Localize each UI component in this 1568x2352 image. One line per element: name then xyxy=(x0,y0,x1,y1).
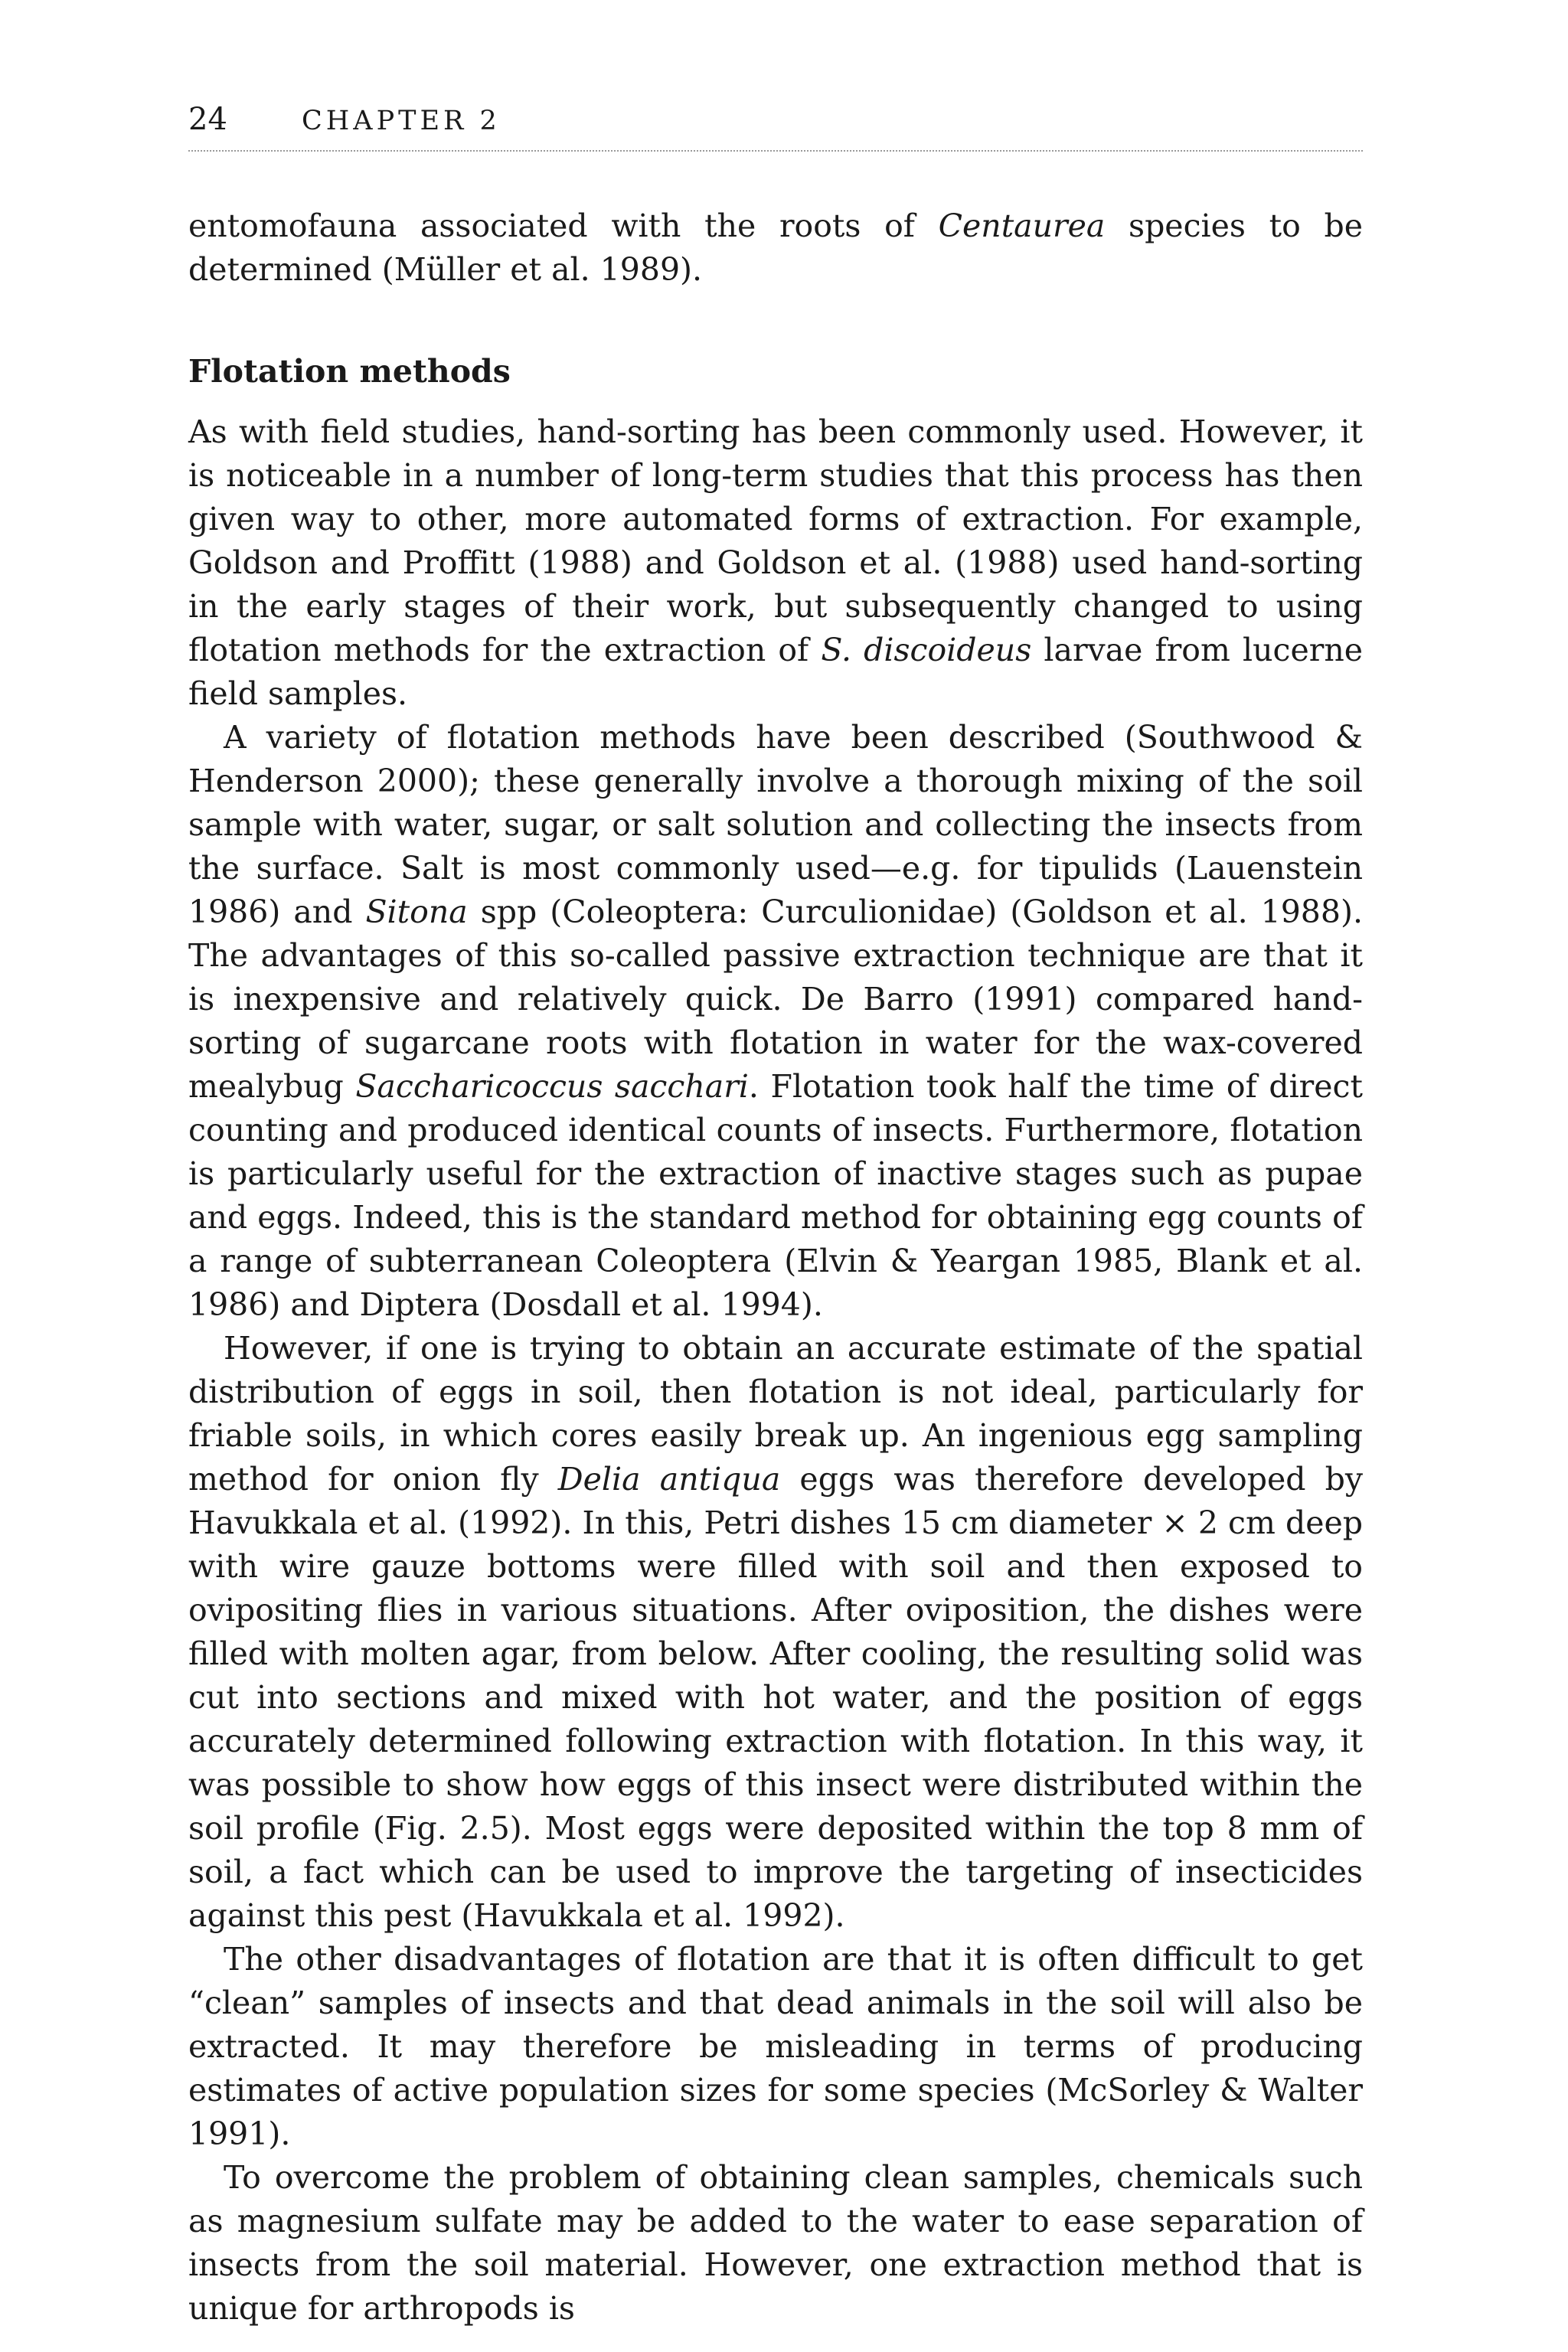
page-number: 24 xyxy=(188,102,227,137)
body-text xyxy=(188,204,1363,2331)
paragraph-2: A variety of flotation methods have been described (Southwood & Henderson 2000); these generally involve a thorough mixing of the soil sample with water, sugar, or salt solution and collecting the insects from the surface. Salt is most commonly used—e.g. for tipulids (Lauenstein 1986) and Sitona spp (Coleoptera: Curculionidae) (Goldson et al. 1988). The advantages of this so-called passive extraction technique are that it is inexpensive and relatively quick. De Barro (1991) compared hand-sorting of sugarcane roots with flotation in water for the wax-covered mealybug Saccharicoccus sacchari. Flotation took half the time of direct counting and produced identical counts of insects. Furthermore, flotation is particularly useful for the extraction of inactive stages such as pupae and eggs. Indeed, this is the standard method for obtaining egg counts of a range of subterranean Coleoptera (Elvin & Yeargan 1985, Blank et al. 1986) and Diptera (Dosdall et al. 1994). xyxy=(188,719,1363,1323)
paragraph-1: As with field studies, hand-sorting has been commonly used. However, it is noticeable in a number of long-term studies that this process has then given way to other, more automated forms of extraction. For example, Goldson and Proffitt (1988) and Goldson et al. (1988) used hand-sorting in the early stages of their work, but subsequently changed to using flotation methods for the extraction of S. discoideus larvae from lucerne field samples. xyxy=(188,413,1364,712)
section-heading: Flotation methods xyxy=(188,353,511,390)
paragraph-3: However, if one is trying to obtain an accurate estimate of the spatial distribution of eggs in soil, then flotation is not ideal, particularly for friable soils, in which cores easily break up. An ingenious egg sampling method for onion fly Delia antiqua eggs was therefore developed by Havukkala et al. (1992). In this, Petri dishes 15 cm diameter × 2 cm deep with wire gauze bottoms were filled with soil and then exposed to ovipositing flies in various situations. After oviposition, the dishes were filled with molten agar, from below. After cooling, the resulting solid was cut into sections and mixed with hot water, and the position of eggs accurately determined following extraction with flotation. In this way, it was possible to show how eggs of this insect were distributed within the soil profile (Fig. 2.5). Most eggs were deposited within the top 8 mm of soil, a fact which can be used to improve the targeting of insecticides against this pest (Havukkala et al. 1992). xyxy=(188,1330,1363,1934)
paragraph-5: To overcome the problem of obtaining clean samples, chemicals such as magnesium sulfate may be added to the water to ease separation of insects from the soil material. However, one extraction method that is unique for arthropods is xyxy=(188,2159,1363,2327)
intro-paragraph: entomofauna associated with the roots of Centaurea species to be determined (Müller et al. 1989). xyxy=(188,207,1363,288)
chapter-label: CHAPTER 2 xyxy=(302,106,501,136)
running-header xyxy=(188,101,1363,152)
paragraph-4: The other disadvantages of flotation are that it is often difficult to get “clean” samples of insects and that dead animals in the soil will also be extracted. It may therefore be misleading in terms of producing estimates of active population sizes for some species (McSorley & Walter 1991). xyxy=(188,1941,1363,2152)
